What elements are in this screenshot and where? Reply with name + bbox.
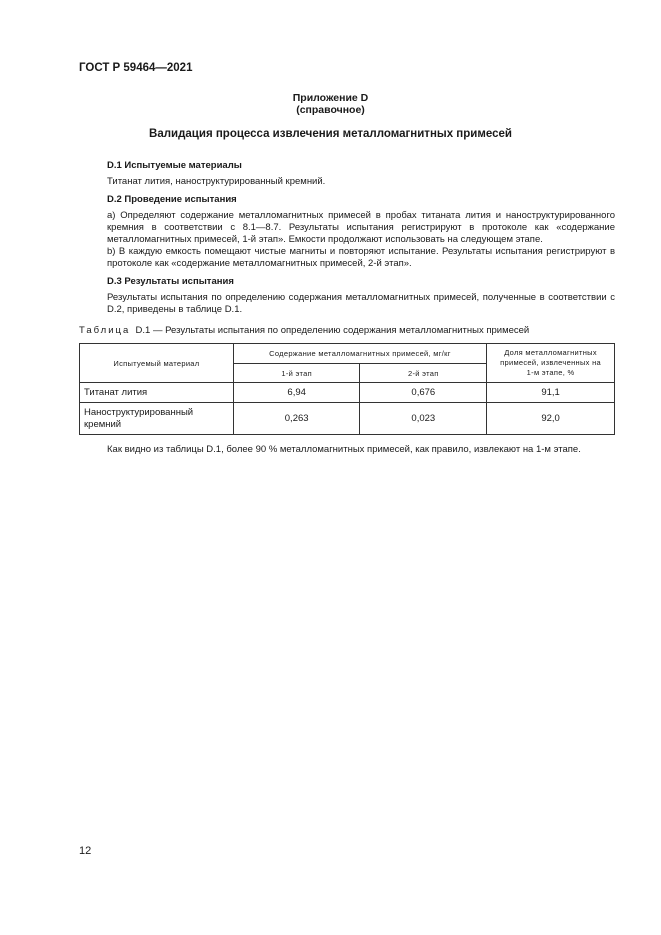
cell-material: Наноструктурированный кремний: [80, 403, 234, 435]
paragraph-d1: [79, 176, 615, 188]
table-caption: [79, 325, 529, 336]
appendix-subtitle: (справочное): [296, 104, 365, 116]
page-number: 12: [79, 845, 92, 857]
section-heading-d1: D.1 Испытуемые материалы: [107, 160, 242, 171]
appendix-title: Приложение D: [292, 92, 369, 104]
cell-material: Титанат лития: [80, 383, 234, 403]
table-caption-text: D.1 — Результаты испытания по определению содержания металломагнитных примесей: [135, 325, 530, 336]
document-header: ГОСТ Р 59464—2021: [79, 62, 193, 74]
conclusion-paragraph: Как видно из таблицы D.1, более 90 % металломагнитных примесей, как правило, извлекают на 1-м этапе.: [107, 444, 581, 455]
results-table: [79, 343, 615, 435]
paragraph-d1-text: Титанат лития, наноструктурированный кремний.: [107, 176, 326, 187]
paragraph-d2-a-text: а) Определяют содержание металломагнитных примесей в пробах титаната лития и наноструктурированного кремния в соответствии с 8.1—8.7. Результаты испытания регистрируют в протоколе как «содержание металломагнитных примесей, 1-й этап». Емкости продолжают использовать на следующем этапе.: [107, 210, 615, 245]
header-material: Испытуемый материал: [80, 344, 234, 383]
cell-stage1: 0,263: [233, 403, 360, 435]
appendix-heading: [0, 92, 661, 116]
header-stage2: 2-й этап: [360, 364, 487, 383]
section-heading-d2: D.2 Проведение испытания: [107, 194, 237, 205]
section-heading-d3: D.3 Результаты испытания: [107, 276, 234, 287]
paragraph-d2-b: [79, 246, 615, 270]
cell-stage1: 6,94: [233, 383, 360, 403]
paragraph-d2-b-text: b) В каждую емкость помещают чистые магниты и повторяют испытание. Результаты испытания регистрируют в протоколе как «содержание металломагнитных примесей, 2-й этап».: [107, 246, 615, 269]
paragraph-d3-text: Результаты испытания по определению содержания металломагнитных примесей, полученные в соответствии с D.2, приведены в таблице D.1.: [107, 292, 615, 315]
cell-stage2: 0,023: [360, 403, 487, 435]
cell-stage2: 0,676: [360, 383, 487, 403]
header-share: Доля металломагнитных примесей, извлеченных на 1-м этапе, %: [487, 344, 615, 383]
paragraph-d2-a: [79, 210, 615, 246]
cell-share: 91,1: [487, 383, 615, 403]
table-row: [80, 403, 615, 435]
paragraph-d3: [79, 292, 615, 316]
cell-share: 92,0: [487, 403, 615, 435]
table-row: [80, 383, 615, 403]
main-title: Валидация процесса извлечения металломагнитных примесей: [149, 128, 512, 140]
table-caption-prefix: Таблица: [79, 325, 131, 336]
header-content: Содержание металломагнитных примесей, мг/кг: [233, 344, 486, 364]
header-stage1: 1-й этап: [233, 364, 360, 383]
